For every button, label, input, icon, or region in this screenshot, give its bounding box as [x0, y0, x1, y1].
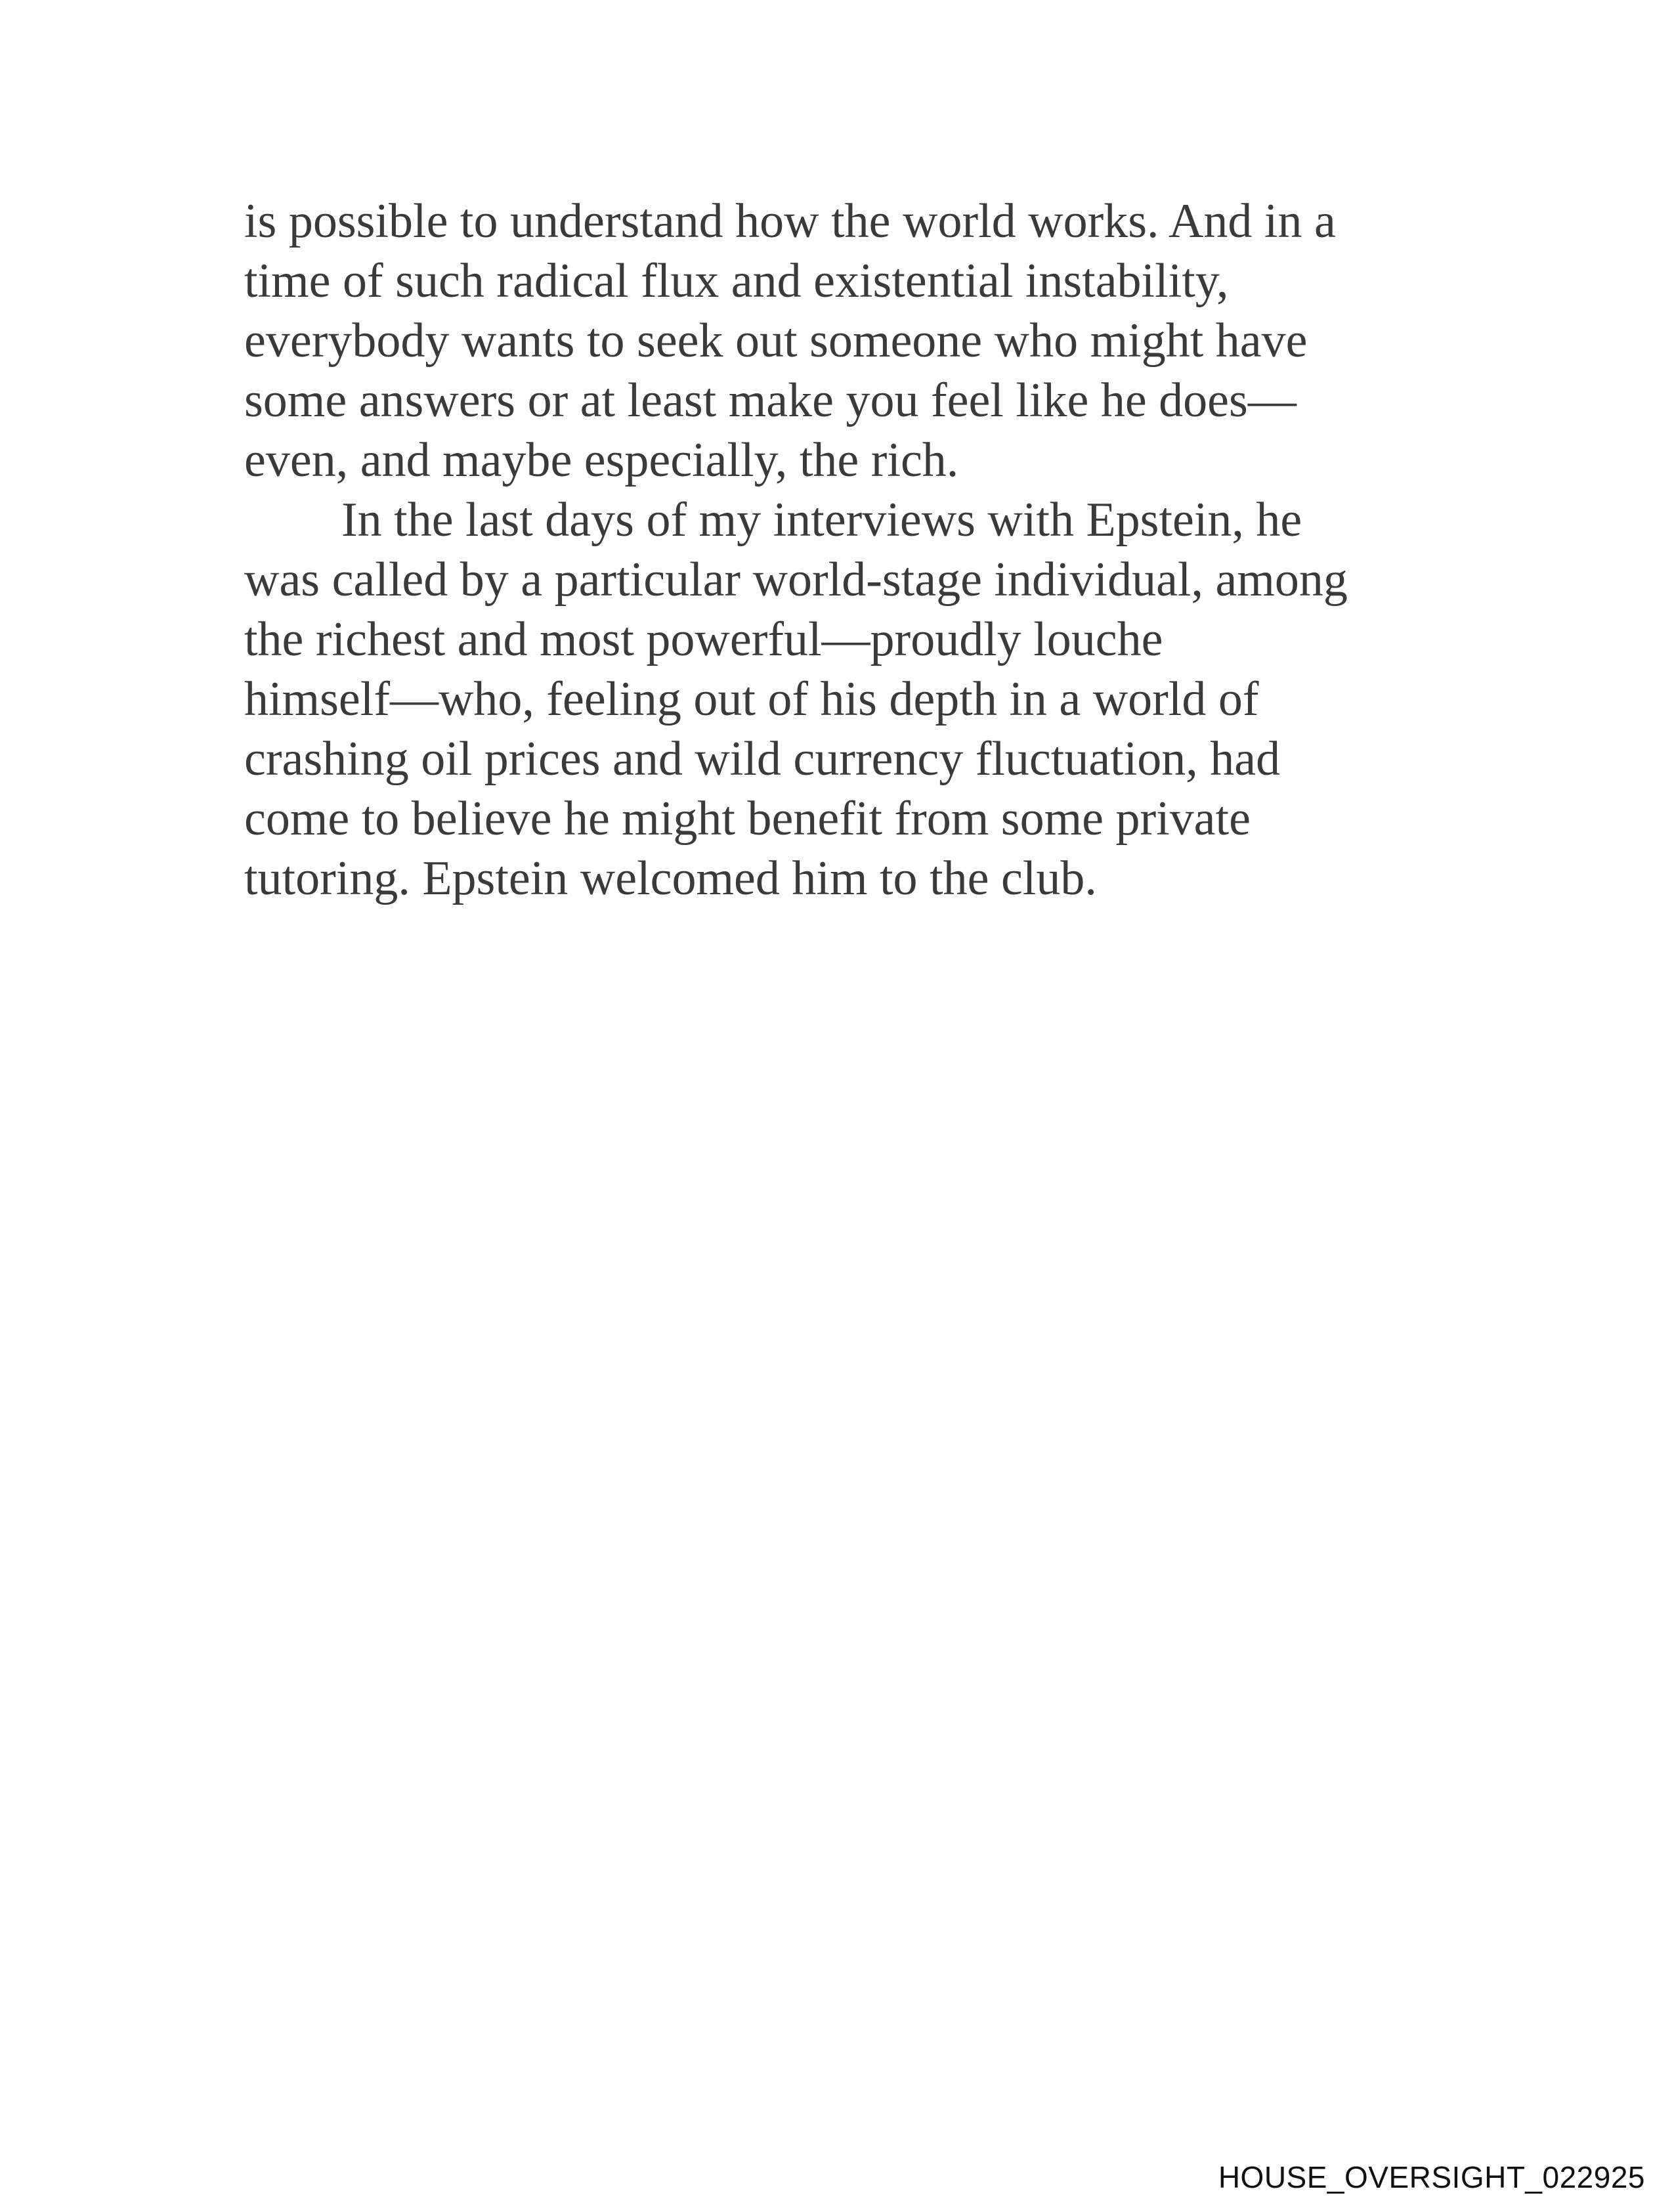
bates-number: HOUSE_OVERSIGHT_022925 [1218, 2160, 1645, 2194]
text-line: tutoring. Epstein welcomed him to the club. [244, 852, 1097, 905]
text-line: even, and maybe especially, the rich. [244, 433, 959, 487]
body-text [244, 192, 1452, 909]
text-line: come to believe he might benefit from some private [244, 792, 1251, 846]
text-line: some answers or at least make you feel like he does— [244, 374, 1297, 427]
text-line: everybody wants to seek out someone who might have [244, 314, 1308, 368]
text-line: was called by a particular world-stage individual, among [244, 553, 1348, 607]
text-line: himself—who, feeling out of his depth in a world of [244, 672, 1259, 726]
text-line: time of such radical flux and existential instability, [244, 254, 1229, 308]
text-line-indented: In the last days of my interviews with Epstein, he [341, 493, 1302, 547]
text-line: the richest and most powerful—proudly louche [244, 613, 1163, 666]
text-line: crashing oil prices and wild currency fluctuation, had [244, 732, 1281, 786]
text-line: is possible to understand how the world works. And in a [244, 194, 1336, 248]
